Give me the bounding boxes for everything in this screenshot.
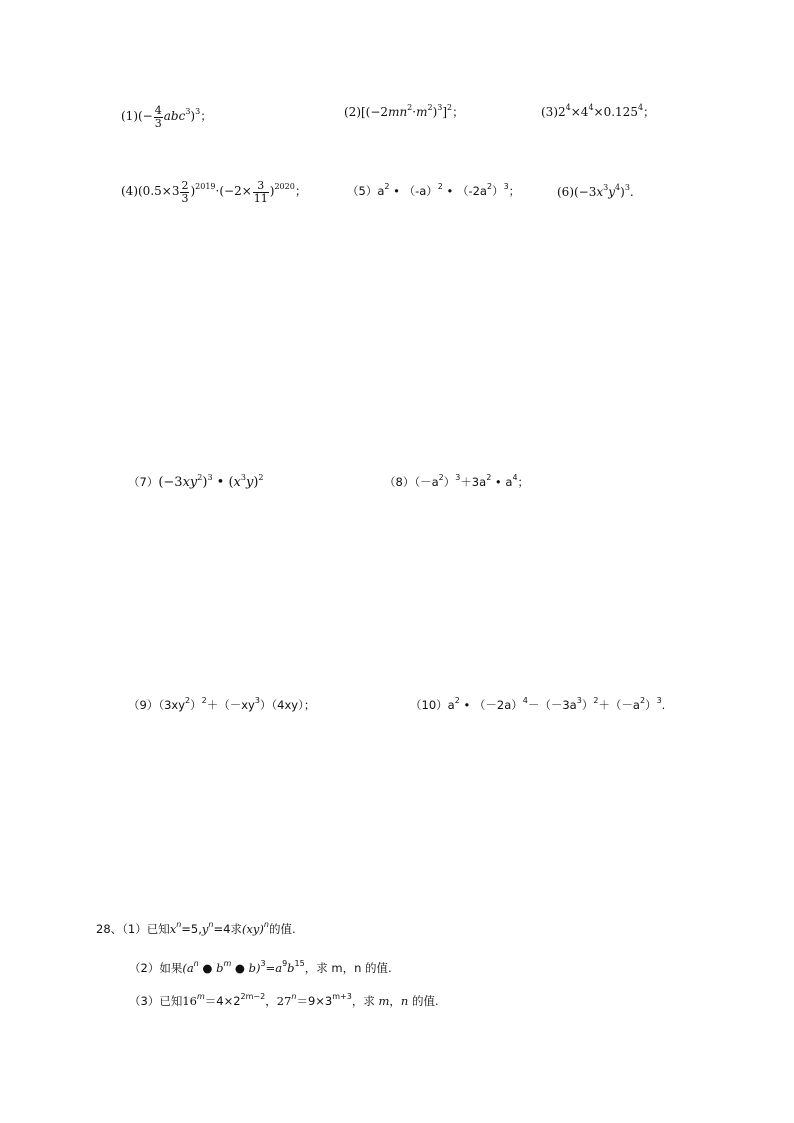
problem-label: （7）	[128, 475, 159, 489]
base: 2	[558, 105, 566, 119]
exponent: 2	[197, 473, 203, 482]
problem-9	[128, 696, 316, 712]
exponent: 2	[201, 696, 207, 705]
operator: •	[212, 475, 229, 490]
expr-part: • （-a）	[389, 184, 438, 198]
problem-10	[410, 696, 666, 712]
problem-label: （10）	[410, 698, 448, 712]
fraction	[253, 180, 269, 205]
exponent: 3	[576, 696, 582, 705]
problem-label: (3)	[541, 105, 558, 119]
expr-part: • a	[491, 475, 513, 489]
problem-2	[344, 103, 465, 119]
expr-part: －（－3a	[527, 698, 577, 712]
variable: n	[400, 994, 409, 1008]
variables: m	[416, 105, 428, 119]
punctuation: .	[661, 698, 666, 712]
expr-part: )	[269, 184, 275, 198]
exponent: 15	[294, 959, 305, 968]
expr-part: (−3	[158, 475, 183, 490]
expr-part: =5,	[181, 922, 202, 936]
variables: abc	[163, 109, 186, 123]
problem-5	[347, 182, 521, 198]
exponent: 2019	[195, 182, 216, 191]
question-number: 28、	[96, 922, 123, 936]
exponent: 3	[437, 103, 443, 112]
expr-part: ，求	[351, 994, 379, 1008]
base: 27	[276, 994, 292, 1008]
exponent: 3	[195, 107, 201, 116]
variable: m	[378, 994, 390, 1008]
exponent: 9	[282, 959, 288, 968]
exponent: n	[176, 920, 182, 929]
punctuation: ，	[265, 994, 277, 1008]
variable: y	[245, 475, 254, 490]
exponent: n	[193, 959, 199, 968]
operator: ×	[570, 105, 581, 119]
expr-part: ]	[442, 105, 448, 119]
operator: ×	[593, 105, 604, 119]
fraction	[180, 180, 189, 205]
expr-part: ＝9×3	[296, 994, 333, 1008]
exponent: 3	[240, 473, 246, 482]
expr-part: ＋（－a	[598, 698, 640, 712]
expr-part: （－a	[414, 475, 439, 489]
variable: x	[233, 475, 241, 490]
punctuation: ，	[389, 994, 401, 1008]
expr-part: (a	[182, 961, 194, 975]
problem-label: （5）	[347, 184, 378, 198]
expr-part: ● b	[198, 961, 224, 975]
exponent: 3	[260, 959, 266, 968]
expr-part: • （-2a	[442, 184, 487, 198]
fraction-denominator: 11	[253, 192, 268, 205]
exponent: 3	[455, 473, 461, 482]
fraction-numerator: 3	[253, 180, 269, 193]
exponent: 2	[593, 696, 599, 705]
expr-part: [(−2	[361, 105, 389, 119]
expr-part: （3xy	[158, 698, 186, 712]
punctuation: ；	[294, 184, 307, 198]
problem-label: （8）	[384, 475, 415, 489]
question-28-part-1	[96, 920, 296, 936]
exponent: 3	[503, 182, 509, 191]
operator: ·	[412, 105, 417, 119]
exponent: m	[223, 959, 232, 968]
expr-part: ）	[443, 475, 456, 489]
exponent: 2	[438, 473, 444, 482]
problem-3	[541, 103, 656, 119]
part-label: （2）如果	[129, 961, 183, 975]
expr-part: )	[432, 105, 438, 119]
problem-label: (6)	[557, 185, 574, 199]
exponent: m	[196, 992, 205, 1001]
expr-part: =a	[265, 961, 283, 975]
exponent: 4	[588, 103, 594, 112]
punctuation: ；	[303, 698, 316, 712]
punctuation: .	[629, 185, 634, 199]
punctuation: ；	[508, 184, 521, 198]
expr-part: ＝4×2	[204, 994, 241, 1008]
exponent: 2	[486, 182, 493, 191]
variable: y	[608, 185, 616, 199]
expr-part: )	[190, 109, 196, 123]
exponent: 3	[254, 696, 260, 705]
exponent: 4	[522, 696, 528, 705]
problem-6	[557, 183, 634, 199]
expr-part: ＋3a	[460, 475, 487, 489]
fraction-numerator: 2	[181, 179, 189, 192]
punctuation: ；	[517, 475, 530, 489]
variable: x	[596, 185, 604, 199]
punctuation: ；	[643, 105, 656, 119]
variables: xy	[182, 475, 198, 490]
mixed-whole: 3	[171, 184, 180, 198]
expr-part: (xy)	[241, 922, 264, 936]
variable: y	[201, 922, 209, 936]
fraction-numerator: 4	[154, 104, 162, 117]
variable: b	[287, 961, 295, 975]
variable: x	[169, 922, 177, 936]
expr-part: ）	[190, 698, 202, 712]
base: 16	[182, 994, 197, 1008]
problem-label: (4)	[121, 184, 138, 198]
exponent: 3	[603, 183, 609, 192]
exponent: 2	[185, 696, 191, 705]
base: 4	[580, 105, 589, 119]
expr-part: )	[620, 185, 625, 199]
expr-part: ）	[492, 184, 504, 198]
exponent: 2m−2	[240, 992, 266, 1001]
expr-part: )	[202, 475, 208, 490]
expr-part: (	[228, 475, 234, 490]
expr-part: • （－2a）	[459, 698, 523, 712]
fraction-denominator: 3	[181, 192, 189, 205]
expr-part: ，求 m，n 的值.	[304, 961, 392, 975]
exponent: 3	[656, 696, 662, 705]
problem-7	[128, 473, 264, 490]
question-28-part-2	[129, 959, 392, 975]
exponent: n	[291, 992, 297, 1001]
fraction-denominator: 3	[154, 117, 162, 130]
problem-label: (1)	[121, 109, 138, 123]
exponent: 4	[615, 183, 621, 192]
fraction	[154, 105, 163, 130]
exponent: 2	[447, 103, 453, 112]
exponent: 2	[384, 182, 390, 191]
problem-label: （9）	[128, 698, 159, 712]
exponent: 2	[639, 696, 646, 705]
expr-part: )	[253, 475, 259, 490]
exponent: n	[263, 920, 269, 929]
exponent: 2	[454, 696, 460, 705]
exponent: 2	[258, 473, 264, 482]
exponent: 4	[565, 103, 571, 112]
exponent: 3	[185, 107, 191, 116]
variables: mn	[388, 105, 408, 119]
punctuation: ；	[452, 105, 465, 119]
problem-label: (2)	[344, 105, 361, 119]
exponent: 4	[512, 473, 518, 482]
exponent: 2	[486, 473, 492, 482]
problem-1	[121, 104, 212, 129]
exponent: 3	[624, 183, 630, 192]
expr-part: ）	[645, 698, 657, 712]
question-28-part-3	[129, 992, 439, 1008]
expr-part: ·(−2×	[215, 184, 252, 198]
expr-part: ＋（－xy	[206, 698, 255, 712]
exponent: 4	[637, 103, 644, 112]
exponent: 2020	[274, 182, 295, 191]
expr-part: (−3	[574, 185, 597, 199]
problem-8	[384, 473, 530, 489]
expr-part: ）	[581, 698, 594, 712]
exponent: 2	[427, 103, 433, 112]
exponent: n	[208, 920, 214, 929]
expr-part: )	[190, 184, 196, 198]
exponent: 3	[207, 473, 213, 482]
part-label: （1）已知	[122, 922, 170, 936]
expr-part: a	[377, 184, 385, 198]
punctuation: ；	[200, 109, 213, 123]
expr-part: a	[447, 698, 455, 712]
expr-part: 的值.	[408, 994, 439, 1008]
expr-part: ）（4xy）	[259, 698, 304, 712]
exponent: 2	[407, 103, 413, 112]
base: 0.125	[603, 105, 638, 119]
problem-4	[121, 179, 307, 204]
exponent: 2	[437, 182, 443, 191]
exponent: m+3	[332, 992, 352, 1001]
expr-part: (−	[138, 109, 153, 123]
expr-part: (0.5×	[138, 184, 172, 198]
expr-part: 的值.	[268, 922, 296, 936]
part-label: （3）已知	[129, 994, 183, 1008]
expr-part: ● b)	[231, 961, 261, 975]
expr-part: =4求	[213, 922, 242, 936]
